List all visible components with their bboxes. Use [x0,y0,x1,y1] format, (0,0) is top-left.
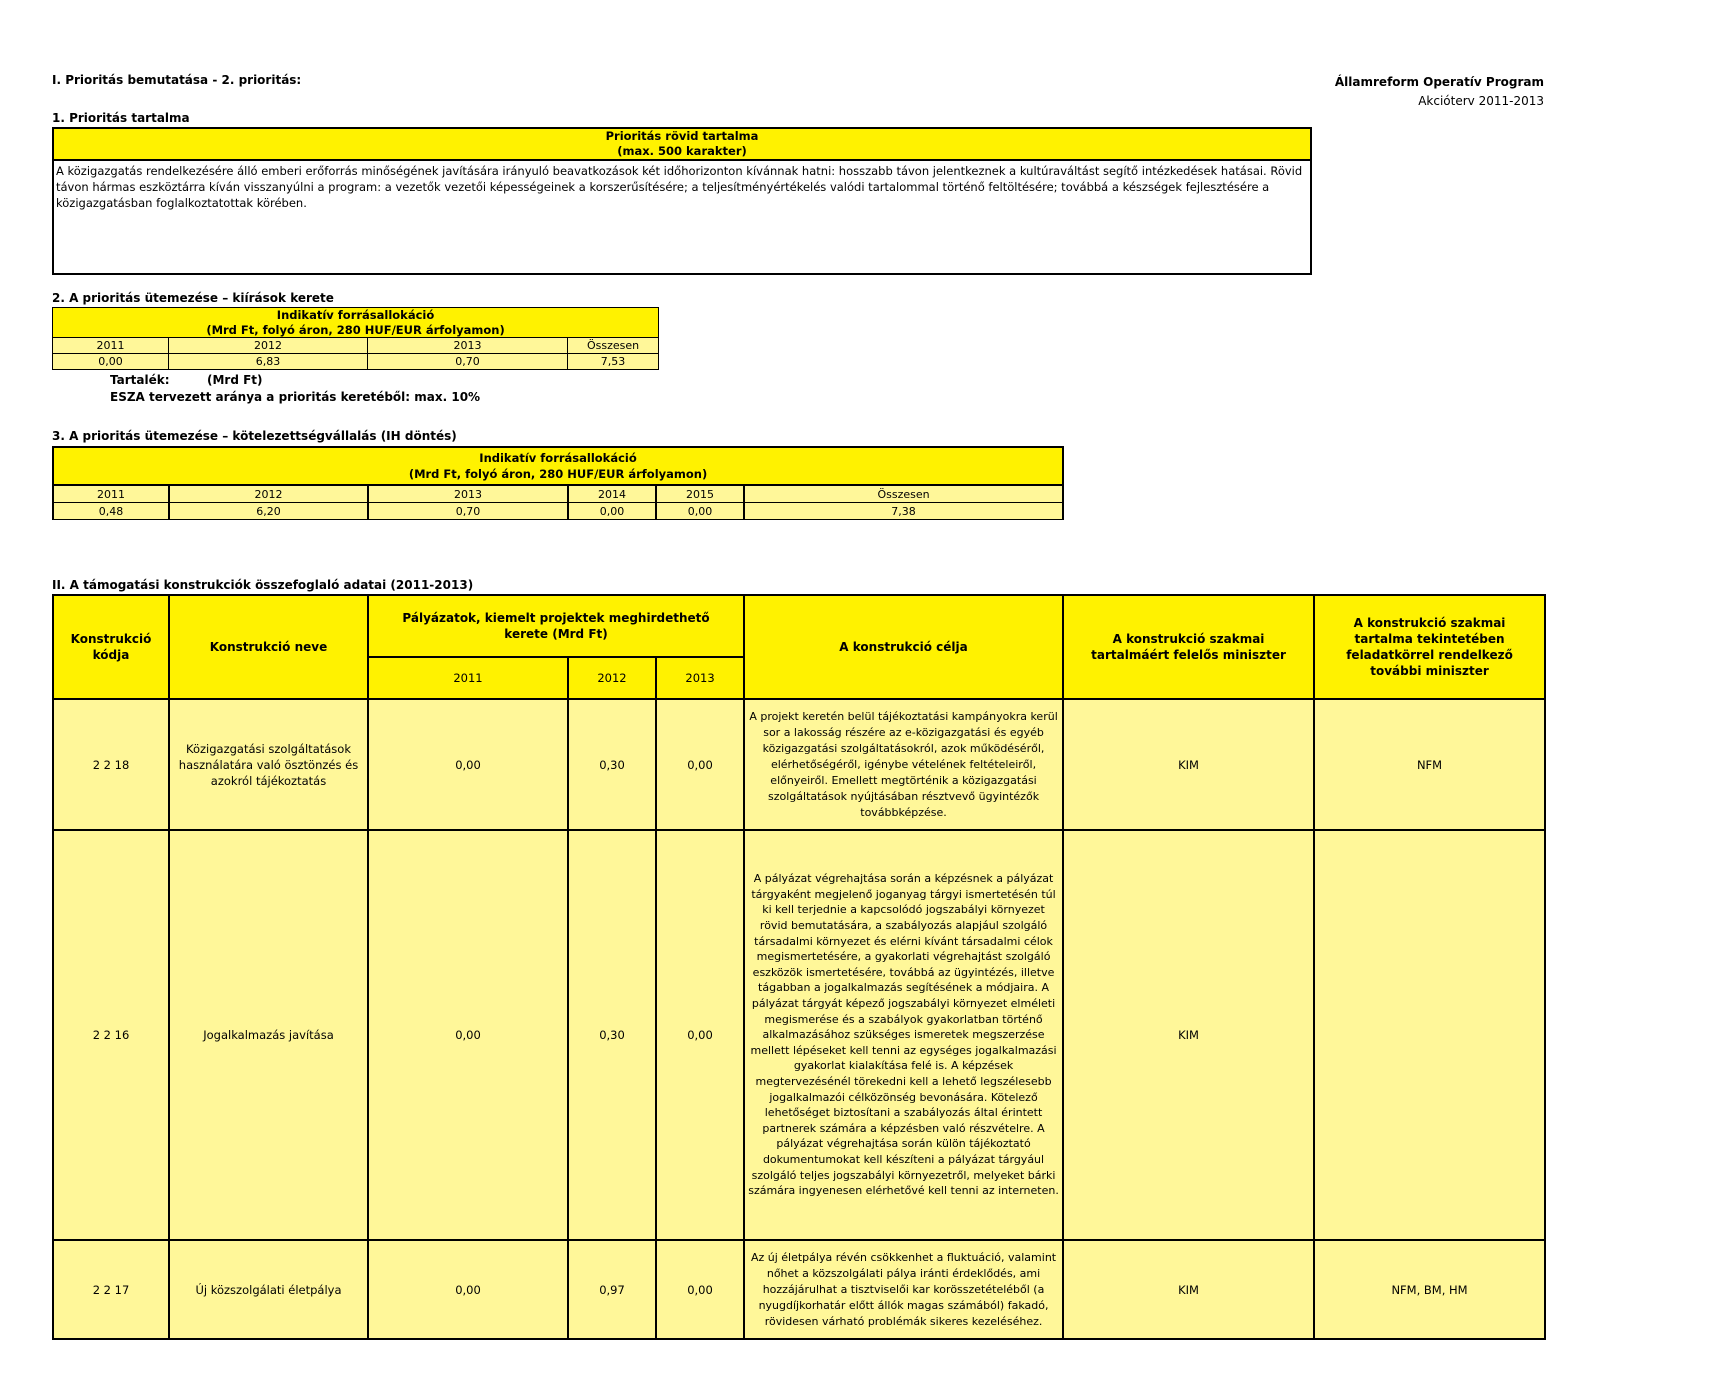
section4-title: II. A támogatási konstrukciók összefoglaló adatai (2011-2013) [52,578,474,592]
commitment-val-total: 7,38 [744,503,1063,520]
commitment-table [52,446,1064,520]
row-minister: KIM [1063,830,1314,1240]
allocation-val-2013: 0,70 [368,354,568,370]
col-header-minister: A konstrukció szakmai tartalmáért felelős miniszter [1063,595,1314,699]
commitment-col-2014: 2014 [568,485,656,503]
row-name: Új közszolgálati életpálya [169,1240,368,1339]
row-name: Közigazgatási szolgáltatások használatára való ösztönzés és azokról tájékoztatás [169,699,368,830]
row-goal: A pályázat végrehajtása során a képzésnek a pályázat tárgyaként megjelenő joganyag tárgyi ismertetésén túl ki kell terjednie a kapcsolódó jogszabályi környezet rövid bemutatására, a szabályozás alapjául szolgáló társadalmi környezet és elérni kívánt társadalmi célok megismertetésére, a gyakorlati végrehajtást szolgáló eszközök ismertetésére, továbbá az ügyintézés, illetve tágabban a jogalkalmazás segítésének a módjaira. A pályázat tárgyát képező jogszabályi környezet elméleti megismerése és a szabályok gyakorlatban történő alkalmazásához szükséges ismeretek megszerzése mellett lépéseket kell tenni az egységes jogalkalmazási gyakorlat kialakítása felé is. A képzések megtervezésénél törekedni kell a lehető legszélesebb jogalkalmazói célközönség bevonására. Kötelező lehetőséget biztosítani a szabályozás által érintett partnerek számára a képzésben való részvételre. A pályázat végrehajtása során külön tájékoztató dokumentumokat kell készíteni a pályázat tárgyául szolgáló teljes jogszabályi környezetről, melyeket bárki számára ingyenesen elérhetővé kell tenni az interneten. [744,830,1063,1240]
commitment-col-2015: 2015 [656,485,744,503]
commitment-val-2011: 0,48 [53,503,169,520]
row-value-2011: 0,00 [368,830,568,1240]
allocation-col-total: Összesen [568,338,659,354]
col-header-goal: A konstrukció célja [744,595,1063,699]
row-value-2011: 0,00 [368,699,568,830]
commitment-val-2015: 0,00 [656,503,744,520]
row-goal: A projekt keretén belül tájékoztatási kampányokra kerül sor a lakosság részére az e-közigazgatási és egyéb közigazgatási szolgáltatásokról, azok működéséről, elérhetőségéről, igénybe vételének feltételeiről, előnyeiről. Emellett megtörténik a közigazgatási szolgáltatások nyújtásában résztvevő ügyintézők továbbképzése. [744,699,1063,830]
commitment-header-line1: Indikatív forrásallokáció [479,451,637,465]
constructions-table [52,594,1546,1340]
priority-content-body: A közigazgatás rendelkezésére álló emberi erőforrás minőségének javítására irányuló beavatkozások két időhorizonton kívánnak hatni: hosszabb távon jelentkeznek a kultúraváltást segítő intézkedések hatásai. Rövid távon hármas eszköztárra kíván visszanyúlni a program: a vezetők vezetői képességeinek a korszerűsítésére; a teljesítményértékelés valódi tartalommal történő feltöltésére; továbbá a készségek fejlesztésére a közigazgatásban foglalkoztatottak körében. [53,160,1311,274]
commitment-col-2012: 2012 [169,485,368,503]
allocation-col-2012: 2012 [169,338,368,354]
section2-title: 2. A prioritás ütemezése – kiírások kerete [52,291,334,305]
row-value-2013: 0,00 [656,1240,744,1339]
priority-content-header [53,128,1311,160]
allocation-header-line1: Indikatív forrásallokáció [276,308,435,322]
allocation-col-2013: 2013 [368,338,568,354]
priority-content-header-line1: Prioritás rövid tartalma [605,129,759,143]
commitment-val-2012: 6,20 [169,503,368,520]
commitment-col-2011: 2011 [53,485,169,503]
table-row [53,1240,1545,1339]
commitment-col-total: Összesen [744,485,1063,503]
section1-title: 1. Prioritás tartalma [52,111,190,125]
row-code: 2 2 17 [53,1240,169,1339]
allocation-col-2011: 2011 [53,338,169,354]
row-other-minister: NFM [1314,699,1545,830]
col-header-2012: 2012 [568,657,656,699]
section3-title: 3. A prioritás ütemezése – kötelezettségvállalás (IH döntés) [52,429,457,443]
esza-note: ESZA tervezett aránya a prioritás keretéből: max. 10% [110,390,481,404]
commitment-val-2014: 0,00 [568,503,656,520]
row-value-2013: 0,00 [656,699,744,830]
allocation-table [52,307,659,370]
row-minister: KIM [1063,699,1314,830]
program-title: Államreform Operatív Program [1334,75,1544,89]
col-header-2013: 2013 [656,657,744,699]
allocation-header-line2: (Mrd Ft, folyó áron, 280 HUF/EUR árfolyamon) [206,323,505,337]
reserve-unit: (Mrd Ft) [207,373,263,387]
row-value-2011: 0,00 [368,1240,568,1339]
col-header-other-minister: A konstrukció szakmai tartalma tekintetében feladatkörrel rendelkező további miniszter [1314,595,1545,699]
row-value-2012: 0,97 [568,1240,656,1339]
commitment-header [53,447,1063,485]
col-header-name: Konstrukció neve [169,595,368,699]
commitment-header-line2: (Mrd Ft, folyó áron, 280 HUF/EUR árfolyamon) [408,467,708,481]
row-other-minister [1314,830,1545,1240]
commitment-val-2013: 0,70 [368,503,568,520]
row-value-2012: 0,30 [568,830,656,1240]
commitment-col-2013: 2013 [368,485,568,503]
page-title: I. Prioritás bemutatása - 2. prioritás: [52,73,302,87]
col-header-frame: Pályázatok, kiemelt projektek meghirdethető kerete (Mrd Ft) [368,595,744,657]
table-row [53,699,1545,830]
row-other-minister: NFM, BM, HM [1314,1240,1545,1339]
col-header-code: Konstrukció kódja [53,595,169,699]
col-header-2011: 2011 [368,657,568,699]
row-value-2012: 0,30 [568,699,656,830]
table-row [53,830,1545,1240]
row-goal: Az új életpálya révén csökkenhet a fluktuáció, valamint nőhet a közszolgálati pálya iránti érdeklődés, ami hozzájárulhat a tisztviselői kar korösszetételéből (a nyugdíjkorhatár előtt állók magas számából) fakadó, rövidesen várható problémák sikeres kezeléséhez. [744,1240,1063,1339]
allocation-val-2011: 0,00 [53,354,169,370]
allocation-header [53,308,659,338]
program-subtitle: Akcióterv 2011-2013 [1418,94,1544,108]
priority-content-header-line2: (max. 500 karakter) [617,144,747,158]
row-value-2013: 0,00 [656,830,744,1240]
allocation-val-total: 7,53 [568,354,659,370]
allocation-val-2012: 6,83 [169,354,368,370]
row-code: 2 2 18 [53,699,169,830]
priority-content-table [52,127,1312,275]
row-name: Jogalkalmazás javítása [169,830,368,1240]
row-minister: KIM [1063,1240,1314,1339]
reserve-label: Tartalék: [110,373,170,387]
row-code: 2 2 16 [53,830,169,1240]
